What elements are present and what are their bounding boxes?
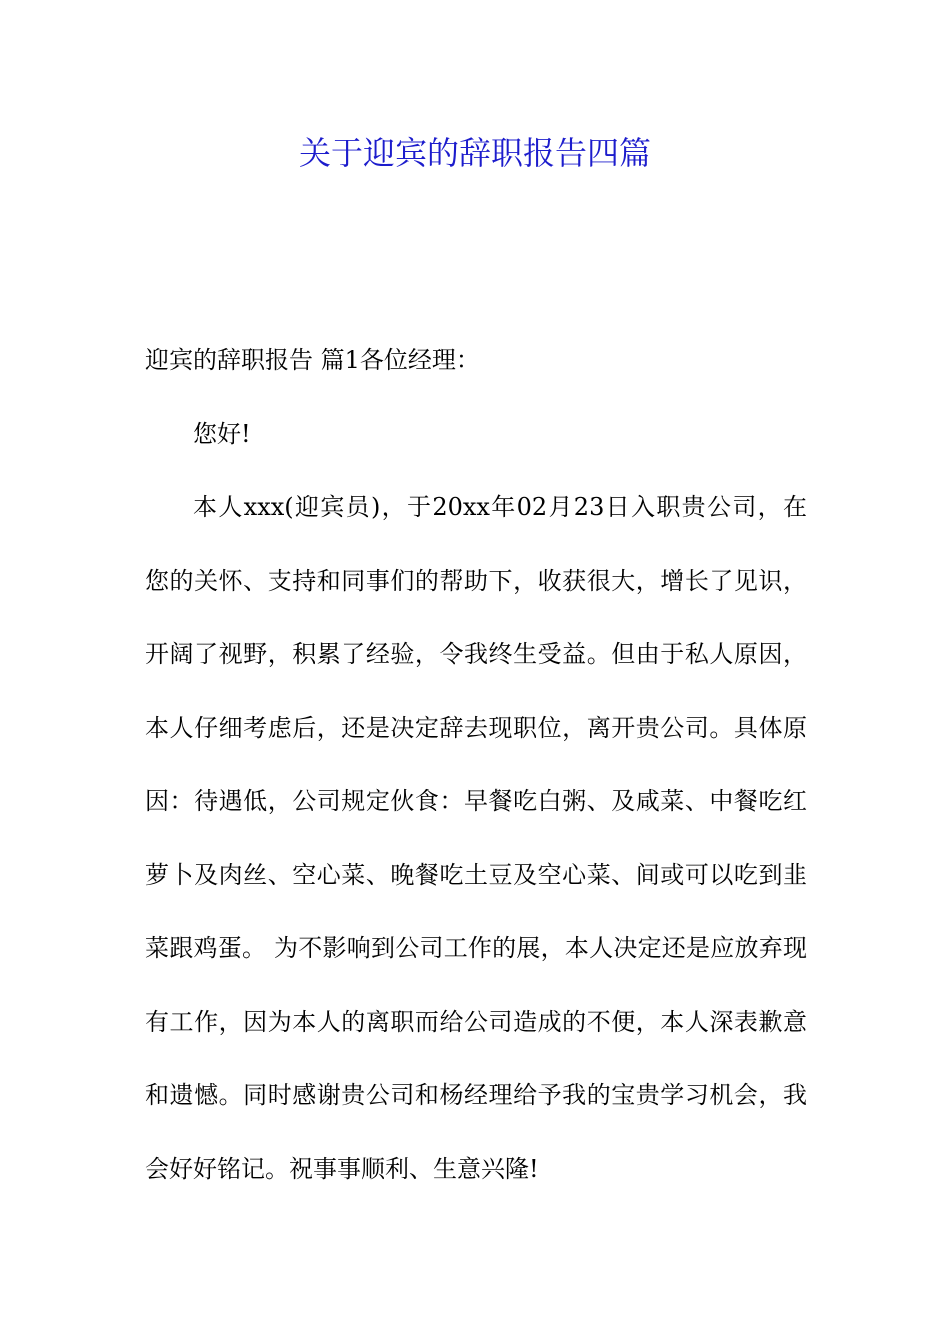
text-line: 本人xxx(迎宾员)，于20xx年02月23日入职贵公司，在 bbox=[193, 493, 807, 521]
text-line: 您的关怀、支持和同事们的帮助下，收获很大，增长了见识， bbox=[145, 566, 807, 595]
text-line: 本人仔细考虑后，还是决定辞去现职位，离开贵公司。具体原 bbox=[145, 713, 807, 742]
text-line: 有工作，因为本人的离职而给公司造成的不便，本人深表歉意 bbox=[145, 1007, 807, 1036]
text-line: 因：待遇低，公司规定伙食：早餐吃白粥、及咸菜、中餐吃红 bbox=[145, 787, 807, 815]
document-body bbox=[145, 338, 807, 1220]
document-title: 关于迎宾的辞职报告四篇 bbox=[298, 134, 651, 172]
text-line-closing: 会好好铭记。祝事事顺利、生意兴隆! bbox=[145, 1154, 539, 1183]
text-line-greeting: 您好! bbox=[193, 419, 251, 448]
text-line: 开阔了视野，积累了经验，令我终生受益。但由于私人原因， bbox=[145, 640, 807, 668]
text-line: 菜跟鸡蛋。 为不影响到公司工作的展，本人决定还是应放弃现 bbox=[145, 934, 807, 962]
text-line: 和遗憾。同时感谢贵公司和杨经理给予我的宝贵学习机会，我 bbox=[145, 1081, 807, 1109]
text-line-heading: 迎宾的辞职报告 篇1各位经理： bbox=[145, 346, 480, 374]
text-line: 萝卜及肉丝、空心菜、晚餐吃土豆及空心菜、间或可以吃到韭 bbox=[145, 860, 807, 889]
